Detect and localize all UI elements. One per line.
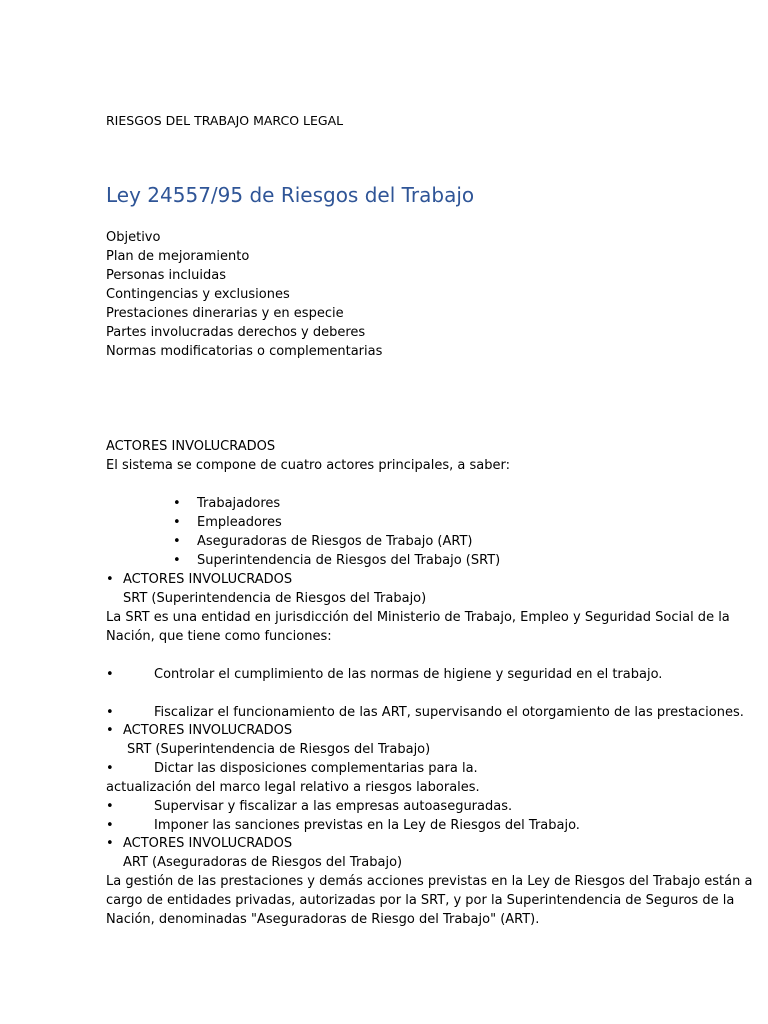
section-subheading: SRT (Superintendencia de Riesgos del Trabajo)	[123, 591, 427, 606]
function-item: Dictar las disposiciones complementarias para la.	[154, 761, 478, 776]
law-heading: Ley 24557/95 de Riesgos del Trabajo	[106, 183, 475, 207]
function-item: Fiscalizar el funcionamiento de las ART, supervisando el otorgamiento de las prestaciones.	[154, 705, 744, 720]
section-intro: El sistema se compone de cuatro actores principales, a saber:	[106, 458, 510, 473]
paragraph-line: Nación, denominadas "Aseguradoras de Riesgo del Trabajo" (ART).	[106, 912, 540, 927]
objective-item: Plan de mejoramiento	[106, 249, 250, 264]
bullet-icon: •	[173, 553, 181, 568]
actor-item: Aseguradoras de Riesgos de Trabajo (ART)	[197, 534, 473, 549]
function-item: Imponer las sanciones previstas en la Ley de Riesgos del Trabajo.	[154, 818, 580, 833]
section-heading: ACTORES INVOLUCRADOS	[123, 723, 293, 738]
bullet-icon: •	[173, 496, 181, 511]
section-heading: ACTORES INVOLUCRADOS	[123, 572, 293, 587]
section-subheading: ART (Aseguradoras de Riesgos del Trabajo)	[123, 855, 403, 870]
bullet-icon: •	[106, 572, 114, 587]
section-heading: ACTORES INVOLUCRADOS	[106, 439, 276, 454]
bullet-icon: •	[173, 515, 181, 530]
objective-item: Objetivo	[106, 230, 161, 245]
bullet-icon: •	[173, 534, 181, 549]
bullet-icon: •	[106, 836, 114, 851]
actor-item: Superintendencia de Riesgos del Trabajo (SRT)	[197, 553, 501, 568]
bullet-icon: •	[106, 705, 114, 720]
document-title: RIESGOS DEL TRABAJO MARCO LEGAL	[106, 113, 344, 128]
bullet-icon: •	[106, 723, 114, 738]
objective-item: Prestaciones dinerarias y en especie	[106, 306, 344, 321]
actor-item: Trabajadores	[197, 496, 281, 511]
bullet-icon: •	[106, 667, 114, 682]
bullet-icon: •	[106, 818, 114, 833]
function-item: Supervisar y fiscalizar a las empresas autoaseguradas.	[154, 799, 513, 814]
objective-item: Contingencias y exclusiones	[106, 287, 290, 302]
actor-item: Empleadores	[197, 515, 282, 530]
section-subheading: SRT (Superintendencia de Riesgos del Trabajo)	[127, 742, 431, 757]
section-heading: ACTORES INVOLUCRADOS	[123, 836, 293, 851]
objective-item: Normas modificatorias o complementarias	[106, 344, 383, 359]
paragraph-line: cargo de entidades privadas, autorizadas por la SRT, y por la Superintendencia de Seguros de la	[106, 893, 735, 908]
objective-item: Partes involucradas derechos y deberes	[106, 325, 366, 340]
paragraph-line: Nación, que tiene como funciones:	[106, 629, 332, 644]
objective-item: Personas incluidas	[106, 268, 227, 283]
function-item: Controlar el cumplimiento de las normas de higiene y seguridad en el trabajo.	[154, 667, 663, 682]
function-item-continuation: actualización del marco legal relativo a riesgos laborales.	[106, 780, 480, 795]
bullet-icon: •	[106, 761, 114, 776]
bullet-icon: •	[106, 799, 114, 814]
paragraph-line: La SRT es una entidad en jurisdicción del Ministerio de Trabajo, Empleo y Seguridad Social de la	[106, 610, 730, 625]
paragraph-line: La gestión de las prestaciones y demás acciones previstas en la Ley de Riesgos del Trabajo están a	[106, 874, 753, 889]
